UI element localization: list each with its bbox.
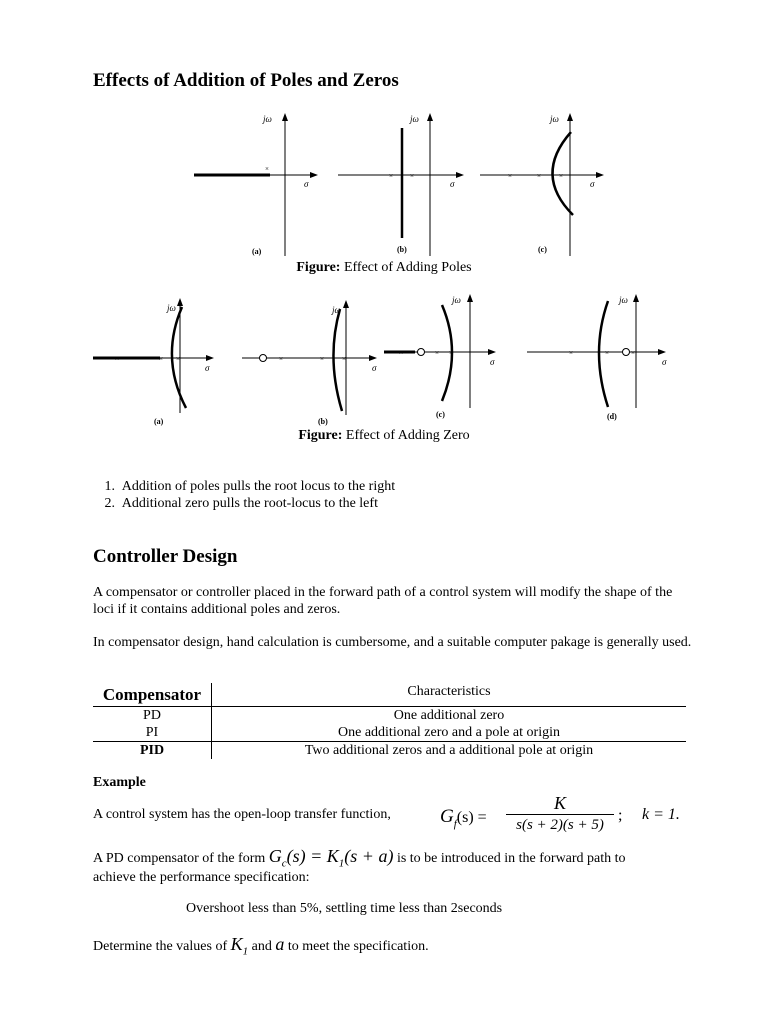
list-number: 2. (104, 496, 115, 511)
caption-label: Figure: (298, 428, 343, 443)
table-cell-name: PID (93, 742, 212, 760)
caption-text: Effect of Adding Poles (340, 260, 472, 275)
determine-text: Determine the values of (93, 939, 228, 954)
zero-panel-d (527, 294, 667, 421)
pd-line-2: achieve the performance specification: (93, 870, 310, 885)
determine-and: and (251, 939, 272, 954)
panel-c-jw-label: jω (550, 114, 559, 124)
list-text: Additional zero pulls the root-locus to the left (121, 496, 378, 511)
svg-text:×: × (569, 349, 573, 357)
table-cell-desc: Two additional zeros and a additional pole at origin (212, 742, 687, 760)
zero-panel-c (384, 294, 496, 419)
tf-denominator: s(s + 2)(s + 5) (516, 817, 604, 833)
svg-text:×: × (115, 355, 119, 363)
zero-d-sigma-label: σ (662, 357, 667, 367)
panel-a-root-locus (194, 113, 318, 256)
figure-adding-poles (180, 108, 620, 260)
list-item (93, 478, 395, 495)
zero-panel-a (93, 298, 214, 426)
list-item (93, 495, 395, 512)
tf-fraction (506, 793, 614, 835)
svg-text:×: × (605, 349, 609, 357)
panel-b-label: (b) (397, 245, 407, 254)
zero-b-label: (b) (318, 417, 328, 426)
zero-a-label: (a) (154, 417, 164, 426)
paragraph-design: In compensator design, hand calculation is cumbersome, and a suitable computer pakage is generally used. (93, 635, 692, 650)
panel-b-root-locus (338, 113, 464, 256)
svg-text:×: × (176, 355, 180, 363)
svg-text:×: × (159, 355, 163, 363)
zero-c-sigma-label: σ (490, 357, 495, 367)
svg-text:×: × (449, 349, 453, 357)
performance-spec: Overshoot less than 5%, settling time less than 2seconds (186, 901, 503, 916)
svg-text:×: × (342, 355, 346, 363)
pd-text-after: is to be introduced in the forward path to (396, 851, 626, 866)
table-row (93, 742, 686, 760)
panel-a-jw-label: jω (263, 114, 272, 124)
svg-text:×: × (399, 349, 403, 357)
panel-b-sigma-label: σ (450, 179, 455, 189)
svg-text:×: × (265, 165, 269, 173)
zero-d-jw-label: jω (619, 295, 628, 305)
caption-label: Figure: (296, 260, 341, 275)
header-compensator: Compensator (93, 683, 212, 707)
determine-a: a (275, 934, 285, 954)
tf-k-value: k = 1. (642, 806, 680, 823)
table-cell-name: PD (93, 707, 212, 725)
example-intro: A control system has the open-loop transfer function, (93, 807, 391, 822)
tf-separator: ; (618, 807, 623, 824)
panel-b-jw-label: jω (410, 114, 419, 124)
pd-text-before: A PD compensator of the form (93, 851, 266, 866)
section-title-poles-zeros: Effects of Addition of Poles and Zeros (93, 70, 399, 91)
svg-text:×: × (537, 172, 541, 180)
paragraph-compensator: A compensator or controller placed in the forward path of a control system will modify the shape of the loci if it contains additional poles and zeros. (93, 585, 673, 617)
table-cell-desc: One additional zero (393, 708, 505, 723)
svg-text:×: × (279, 355, 283, 363)
table-row (93, 707, 686, 725)
example-heading: Example (93, 775, 146, 790)
determine-line (93, 932, 429, 964)
figure-adding-zero (90, 293, 690, 428)
panel-c-label: (c) (538, 245, 547, 254)
panel-a-label: (a) (252, 247, 262, 256)
table-row (93, 724, 686, 742)
svg-text:×: × (389, 172, 393, 180)
svg-text:×: × (508, 172, 512, 180)
determine-k: $K_1$ (230, 934, 249, 958)
list-number: 1. (104, 479, 115, 494)
zero-c-label: (c) (436, 410, 445, 419)
zero-a-jw-label: jω (167, 303, 176, 313)
svg-text:×: × (435, 349, 439, 357)
svg-text:×: × (559, 172, 563, 180)
panel-c-root-locus (480, 113, 604, 256)
table-cell-name: PI (93, 724, 212, 742)
header-characteristics: Characteristics (212, 683, 687, 707)
determine-after: to meet the specification. (287, 939, 429, 954)
list-text: Addition of poles pulls the root locus to the right (121, 479, 396, 494)
transfer-function (440, 793, 700, 843)
section-title-controller-design: Controller Design (93, 546, 238, 567)
compensator-table (93, 683, 686, 759)
svg-text:×: × (320, 355, 324, 363)
tf-lhs: $G_f(s)$ = (440, 806, 487, 830)
figure-caption-zero (0, 428, 768, 444)
svg-text:×: × (410, 172, 414, 180)
svg-text:×: × (631, 349, 635, 357)
figure-caption-poles (0, 260, 768, 276)
zero-d-label: (d) (607, 412, 617, 421)
caption-text: Effect of Adding Zero (342, 428, 470, 443)
table-cell-desc: One additional zero and a pole at origin (338, 725, 560, 740)
pd-formula: $G_c(s) = K_1(s + a)$ (268, 846, 394, 870)
panel-a-sigma-label: σ (304, 179, 309, 189)
zero-a-sigma-label: σ (205, 363, 210, 373)
tf-numerator: K (553, 793, 566, 813)
zero-c-jw-label: jω (452, 295, 461, 305)
zero-b-sigma-label: σ (372, 363, 377, 373)
zero-b-jw-label: jω (332, 305, 341, 315)
zero-panel-b (242, 300, 377, 426)
effects-list (93, 478, 395, 512)
table-header-row (93, 683, 686, 707)
panel-c-sigma-label: σ (590, 179, 595, 189)
